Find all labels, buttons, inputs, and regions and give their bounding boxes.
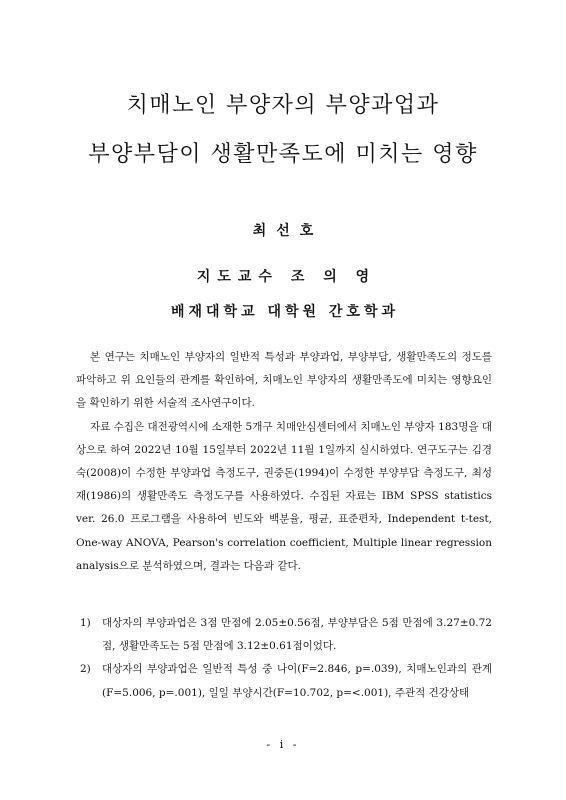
- title-line-1: 치매노인 부양자의 부양과업과: [126, 93, 440, 118]
- school-department: 배재대학교 대학원 간호학과: [170, 304, 400, 320]
- abstract-body: [76, 346, 492, 578]
- page-number: - i -: [266, 738, 300, 751]
- results-list: [76, 612, 492, 705]
- advisor-line: 지도교수 조 의 영: [196, 269, 377, 285]
- abstract-paragraph-2: 자료 수집은 대전광역시에 소재한 5개구 치매안심센터에서 치매노인 부양자 183명을 대상으로 하여 2022년 10월 15일부터 2022년 11월 1일까지 실시하였다. 연구도구는 김경숙(2008)이 수정한 부양과업 측정도구, 권중돈(1994)이 수정한 부양부담 측정도구, 최성재(1986)의 생활만족도 측정도구를 사용하였다. 수집된 자료는 IBM SPSS statistics ver. 26.0 프로그램을 사용하여 빈도와 백분율, 평균, 표준편차, Independent t-test, One-way ANOVA, Pearson's correlation coefficient, Multiple linear regression analysis으로 분석하였으며, 결과는 다음과 같다.: [76, 420, 492, 572]
- result-number: 1): [80, 617, 91, 629]
- result-item: [76, 612, 492, 658]
- result-text: 대상자의 부양과업은 3점 만점에 2.05±0.56점, 부양부담은 5점 만점에 3.27±0.72점, 생활만족도는 5점 만점에 3.12±0.61점이었다.: [102, 617, 492, 653]
- abstract-paragraph-1: 본 연구는 치매노인 부양자의 일반적 특성과 부양과업, 부양부담, 생활만족도의 정도를 파악하고 위 요인들의 관계를 확인하여, 치매노인 부양자의 생활만족도에 미치는 영향요인을 확인하기 위한 서술적 조사연구이다.: [76, 351, 492, 410]
- author-name: 최선호: [252, 223, 324, 239]
- result-item: [76, 658, 492, 704]
- result-number: 2): [80, 663, 91, 676]
- result-text: 대상자의 부양과업은 일반적 특성 중 나이(F=2.846, p=.039), 치매노인과의 관계(F=5.006, p=.001), 일일 부양시간(F=10.702, p=<.001), 주관적 건강상태: [102, 663, 492, 699]
- title-line-2: 부양부담이 생활만족도에 미치는 영향: [88, 142, 478, 167]
